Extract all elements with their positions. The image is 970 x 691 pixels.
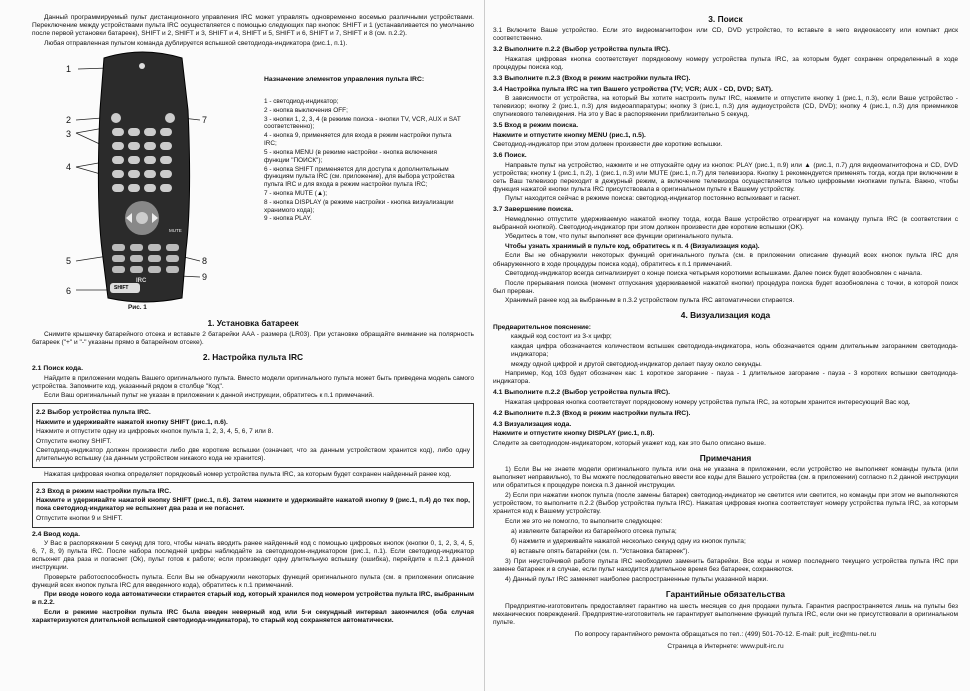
section-2-title: 2. Настройка пульта IRC: [202, 352, 304, 363]
step-line: Отпустите кнопки 9 и SHIFT.: [36, 515, 123, 523]
note-item: 4) Данный пульт IRC заменяет наиболее распространенные пульты указанной марки.: [505, 576, 769, 584]
note-step: в) вставьте опять батарейки (см. п. "Установка батареек").: [511, 548, 690, 556]
section-4-bullet: между одной цифрой и другой светодиод-индикатор делает паузу около секунды.: [511, 360, 762, 368]
section-3-title: 3. Поиск: [708, 14, 743, 24]
notes-section: [493, 453, 958, 585]
section-3-4-text: В зависимости от устройства, на который Вы хотите настроить пульт IRC, нажмите и отпустите кнопку 1 (рис.1, п.3), если Ваше устройство - телевизор; кнопку 2 (рис.1, п.3) для видеоаппаратуры; кнопку 3 (рис.1, п.3) для аудиоустройств (CD, DVD); кнопку 4 (рис.1, п.3) для приемников спутникового телевидения. На это у Вас в распоряжении приблизительно 5 секунд.: [493, 95, 958, 119]
callout-4: 4: [66, 161, 72, 172]
section-2-2-after: Нажатая цифровая кнопка определяет порядковый номер устройства пульта IRC, за которым будет сохранен найденный ранее код.: [44, 471, 452, 479]
section-1-text: Снимите крышечку батарейного отсека и вставьте 2 батарейки AAA - размера (LR03). При установке обращайте внимание на полярность батареек ("+" и "-" указаны прямо в батарейном отсеке).: [32, 330, 474, 346]
callout-7: 7: [202, 114, 208, 125]
note-item: 1) Если Вы не знаете модели оригинального пульта или она не указана в приложении, если устройство не выполняет команды пульта (или выполняет неправильно), то Вы можете последовательно ввести все коды для Вашего устройства (см. в приложении) согласно п.2 данной инструкции или обратиться к процедуре поиска п.3 данной инструкции.: [493, 466, 958, 490]
section-2-1-text-2: Если Ваш оригинальный пульт не указан в приложении к данной инструкции, обратитесь к п.1 примечаний.: [44, 392, 374, 400]
step-line: Светодиод-индикатор должен произвести либо две короткие вспышки (означает, что за данным устройством хранится код), либо одну длительную вспышку (за данным устройством никакого кода не хранится).: [36, 447, 470, 463]
section-4-1-title: 4.1 Выполните п.2.2 (Выбор устройства пульта IRC).: [493, 389, 671, 397]
warranty-text: Предприятие-изготовитель предоставляет гарантию на шесть месяцев со дня продажи пульта. Гарантия распространяется лишь на пульты без механических повреждений. Предприятие-изготовитель не гарантирует выполнение функций пульта IRC, если они не присутствовали в оригинальном пульте.: [493, 602, 958, 626]
section-3-6-title: 3.6 Поиск.: [493, 152, 527, 160]
section-2-1-title: 2.1 Поиск кода.: [32, 365, 83, 373]
section-4-3-line-2: Следите за светодиодом-индикатором, который укажет код, как это было описано выше.: [493, 439, 766, 447]
remote-figure: [32, 50, 474, 313]
step-line: Нажмите и удерживайте нажатой кнопку SHIFT (рис.1, п.6).: [36, 418, 228, 426]
section-4-1-text: Нажатая цифровая кнопка соответствует порядковому номеру устройства пульта IRC, за которым хранится интересующий Вас код.: [505, 398, 911, 406]
section-4-bullet: каждый код состоит из 3-х цифр;: [511, 333, 612, 341]
note-item: Если же это не помогло, то выполните следующее:: [505, 518, 663, 526]
section-2-3-title: 2.3 Вход в режим настройки пульта IRC.: [36, 488, 172, 496]
step-line: Нажмите и удерживайте нажатой кнопку SHIFT (рис.1, п.6). Затем нажмите и удерживайте нажатой кнопку 9 (рис.1, п.4) до тех пор, пока светодиод-индикатор не вспыхнет два раза и не погаснет.: [36, 497, 470, 513]
section-1-title: 1. Установка батареек: [207, 317, 299, 328]
section-2-1-text: Найдите в приложении модель Вашего оригинального пульта. Вместо модели оригинального пульта может быть приведена модель самого устройства. Запомните код, указанный рядом в столбце "Код".: [32, 374, 474, 390]
callout-9: 9: [202, 271, 208, 282]
step-line: Нажмите и отпустите одну из цифровых кнопок пульта 1, 2, 3, 4, 5, 6, 7 или 8.: [36, 428, 274, 436]
section-3-5-title: 3.5 Вход в режим поиска.: [493, 122, 579, 130]
section-4-3-title: 4.3 Визуализация кода.: [493, 420, 572, 428]
legend-item: 6 - кнопка SHIFT применяется для доступа к дополнительным функциям пульта IRC (см. приложение), для выбора устройства пульта IRC и для входа в режим настройки пульта IRC;: [264, 165, 455, 189]
section-3-5-line-1: Нажмите и отпустите кнопку MENU (рис.1, п.5).: [493, 131, 646, 139]
section-3-7-text-6: Хранимый ранее код за выбранным в п.3.2 устройством пульта IRC автоматически стирается.: [505, 297, 795, 305]
section-4-example: Например, Код 103 будет обозначен как: 1 короткое загорание - пауза - 1 длительное загорание - пауза - 3 коротких вспышки светодиода-индикатора.: [493, 370, 958, 386]
callout-5: 5: [66, 255, 72, 266]
step-line: Отпустите кнопку SHIFT.: [36, 437, 112, 445]
controls-legend: [264, 76, 464, 224]
legend-item: 3 - кнопки 1, 2, 3, 4 (в режиме поиска - кнопки TV, VCR, AUX и SAT соответственно);: [264, 115, 461, 131]
callout-8: 8: [202, 255, 208, 266]
section-3-3-title: 3.3 Выполните п.2.3 (Вход в режим настройки пульта IRC).: [493, 74, 691, 82]
callout-2: 2: [66, 114, 72, 125]
section-3-7-text-2: Убедитесь в том, что пульт выполняет все функции оригинального пульта.: [505, 233, 734, 241]
section-3-6-text-2: Пульт находится сейчас в режиме поиска: светодиод-индикатор постоянно вспыхивает и гаснет.: [505, 195, 801, 203]
section-3-2-text: Нажатая цифровая кнопка соответствует порядковому номеру устройства пульта IRC, за которым будет сохранен определенный в ходе процедуры поиска код.: [493, 55, 958, 71]
note-step: б) нажмите и удерживайте нажатой несколько секунд одну из кнопок пульта;: [511, 538, 746, 546]
section-3-7-title: 3.7 Завершение поиска.: [493, 206, 574, 214]
notes-title: Примечания: [699, 452, 752, 463]
section-3-4-title: 3.4 Настройка пульта IRC на тип Вашего устройства (TV; VCR; AUX - CD, DVD; SAT).: [493, 85, 773, 93]
legend-item: 2 - кнопка выключения OFF;: [264, 106, 348, 114]
legend-item: 7 - кнопка MUTE (▲);: [264, 189, 328, 197]
intro-text: Данный программируемый пульт дистанционного управления IRC может управлять одновременно восемью различными устройствами. Переключение между устройствами пульта IRC осуществляется с помощью следующих пар кнопок: SHIFT и 1 (устанавливается по умолчанию после первой установки батареек), SHIFT и 2, SHIFT и 3, SHIFT и 4, SHIFT и 5, SHIFT и 6, SHIFT и 7, SHIFT и 8 (см. п.2.2).: [32, 14, 474, 38]
website-line: Страница в Интернете: www.pult-irc.ru: [667, 642, 784, 650]
legend-item: 5 - кнопка MENU (в режиме настройки - кнопка включения функции "ПОИСК");: [264, 148, 437, 164]
legend-item: 8 - кнопка DISPLAY (в режиме настройки - кнопка визуализации хранимого кода);: [264, 198, 454, 214]
section-3-7-text-4: Светодиод-индикатор всегда сигнализирует о конце поиска четырьмя короткими вспышками. Далее поиск будет возобновлен с начала.: [505, 270, 923, 278]
mute-button-label: MUTE: [169, 227, 182, 233]
section-2-4-note-1: При вводе нового кода автоматически стирается старый код, который хранился под номером устройства пульта IRC, выбранным в п.2.2.: [32, 591, 474, 607]
section-4-title: 4. Визуализация кода: [680, 310, 771, 321]
legend-item: 1 - светодиод-индикатор;: [264, 98, 339, 105]
note-item: 2) Если при нажатии кнопок пульта (после замены батарек) светодиод-индикатор не светится или светится, но команды при этом не выполняются устройством, то выполните п.2.2 (Выбор устройства пульта IRC). Нажатая цифровая кнопка соответствует номеру устройства пульта IRC, за которым хранится код к Вашему устройству.: [493, 492, 958, 516]
section-4-3-line-1: Нажмите и отпустите кнопку DISPLAY (рис.1, п.8).: [493, 430, 655, 438]
warranty-title: Гарантийные обязательства: [665, 589, 786, 600]
section-2-3-box: [32, 482, 474, 528]
section-3-2-title: 3.2 Выполните п.2.2 (Выбор устройства пульта IRC).: [493, 46, 671, 54]
section-3-1-text: 3.1 Включите Ваше устройство. Если это видеомагнитофон или CD, DVD устройство, то вставьте в него видеокассету или компакт диск соответственно.: [493, 27, 958, 43]
legend-item: 9 - кнопка PLAY.: [264, 215, 312, 223]
legend-item: 4 - кнопка 9, применяется для входа в режим настройки пульта IRC;: [264, 132, 452, 148]
section-2-4-text: У Вас в распоряжении 5 секунд для того, чтобы начать вводить ранее найденный код с помощью цифровых кнопок (кнопки 0, 1, 2, 3, 4, 5, 6, 7, 8, 9) пульта IRC. После набора последней цифры наблюдайте за светодиодом-индикатором (рис.1, п.1). Если светодиод-индикатор вспыхнет два раза и погаснет (Ok), пульт готов к работе; если произведет одну длительную вспышку (ошибка), перейдите к п.2.1 данной инструкции.: [32, 539, 474, 572]
section-2-4-text-2: Проверьте работоспособность пульта. Если Вы не обнаружили некоторых функций оригинального пульта (см. в приложении описание функций всех кнопок пульта IRC для введенного кода), обратитесь к п.1 примечаний.: [32, 573, 474, 589]
contact-line: По вопросу гарантийного ремонта обращаться по тел.: (499) 501-70-12. E-mail: pult_irc@mtu-net.ru: [574, 630, 877, 638]
section-4-2-title: 4.2 Выполните п.2.3 (Вход в режим настройки пульта IRC).: [493, 409, 691, 417]
remote-brand-logo: IRC: [136, 277, 147, 284]
shift-button-label: SHIFT: [114, 284, 129, 291]
callout-1: 1: [66, 63, 72, 74]
section-3-5-line-2: Светодиод-индикатор при этом должен произвести две короткие вспышки.: [493, 141, 723, 149]
section-2-2-box: [32, 403, 474, 468]
section-3-7-text-5: После прерывания поиска (момент отпускания удерживаемой нажатой кнопки) процедура поиска будет возобновлена с точки, в которой поиск был прерван.: [493, 279, 958, 295]
callout-3: 3: [66, 128, 72, 139]
section-4-pre: Предварительное пояснение:: [493, 323, 591, 331]
section-3-7-text-3: Если Вы не обнаружили некоторых функций оригинального пульта (см. в приложении описание функций всех кнопок пульта IRC для обнаруженного в ходе процедуры поиска кода), обратитесь к п.1 примечаний.: [493, 252, 958, 268]
callout-6: 6: [66, 285, 72, 296]
section-4-bullet: каждая цифра обозначается количеством вспышек светодиода-индикатора, ноль обозначается одним длительным загоранием светодиода-индикатора;: [511, 342, 958, 358]
section-3-7-bold: Чтобы узнать хранимый в пульте код, обратитесь к п. 4 (Визуализация кода).: [505, 242, 760, 250]
section-2-2-title: 2.2 Выбор устройства пульта IRC.: [36, 409, 151, 417]
section-2-4-note-2: Если в режиме настройки пульта IRC была введен неверный код или 5-и секундный интервал закончился (оба случая характеризуются длительной вспышкой светодиода-индикатора), то старый код сохраняется автоматически.: [32, 608, 474, 624]
section-3-6-text: Направьте пульт на устройство, нажмите и не отпускайте одну из кнопок: PLAY (рис.1, п.9) или ▲ (рис.1, п.7) для видеомагнитофона и CD, DVD устройства; кнопку 1 (рис.1, п.2), 1 (рис.1, п.3) или MUTE (рис.1, п.7) для телевизора. Кнопку 1 рекомендуется применять тогда, когда при включении в сеть Ваш телевизор переходит в дежурный режим, а включение телевизора осуществляется только цифровыми кнопками пульта. Важно, чтобы функция нажатой кнопки пульта IRC присутствовала в оригинальном пульте к Вашему устройству.: [493, 161, 958, 193]
figure-caption: Рис. 1: [128, 303, 147, 311]
note-step: а) извлеките батарейки из батарейного отсека пульта;: [511, 528, 677, 536]
section-3-7-text: Немедленно отпустите удерживаемую нажатой кнопку тогда, когда Ваше устройство отреагирует на команду пульта IRC (в соответствии с выбранной кнопкой). Светодиод-индикатор при этом должен произвести две короткие вспышки (OK).: [493, 215, 958, 231]
legend-title: Назначение элементов управления пульта IRC:: [264, 75, 425, 83]
right-page: [485, 0, 970, 691]
note-item: 3) При неустойчивой работе пульта IRC необходимо заменить батарейки. Все коды и номер последнего текущего устройства пульта IRC при замене батареек и в случае, если пульт находится длительное время без батареек, сохраняются.: [493, 558, 958, 574]
section-2-4-title: 2.4 Ввод кода.: [32, 530, 80, 538]
intro-text-2: Любая отправленная пультом команда дублируется вспышкой светодиода-индикатора (рис.1, п.1).: [44, 39, 348, 47]
